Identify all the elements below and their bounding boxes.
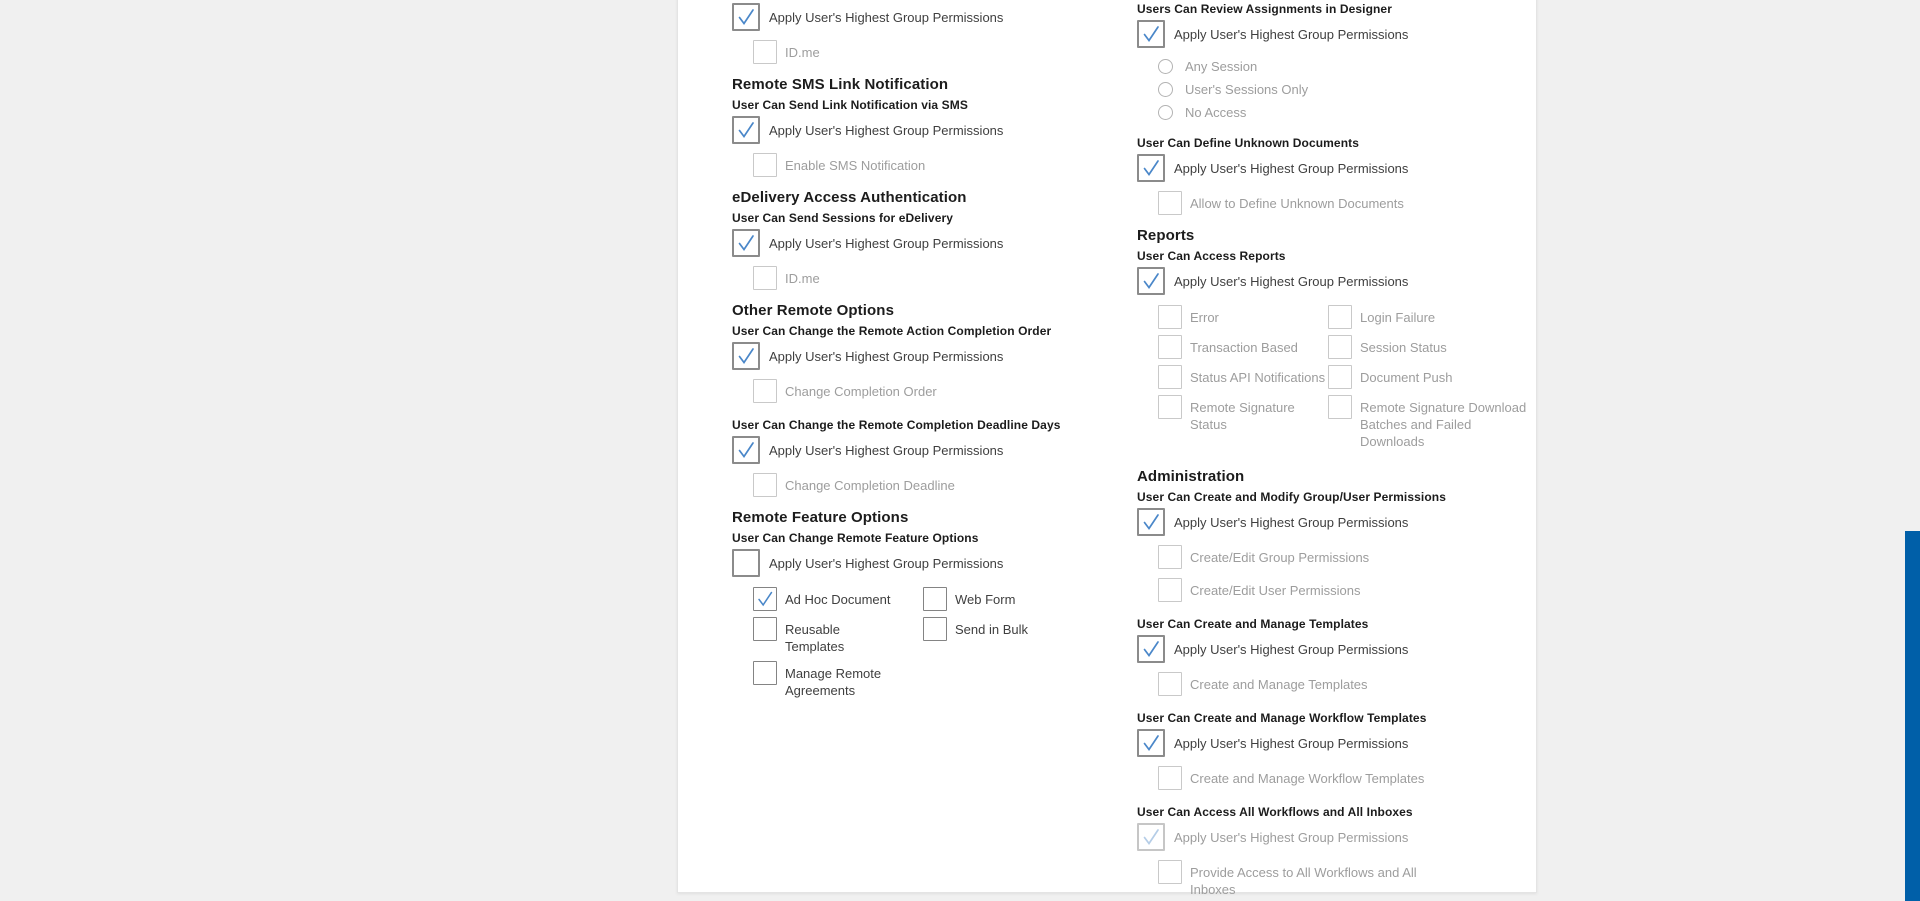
option-row <box>1158 766 1529 790</box>
checkbox-checked[interactable] <box>732 3 760 31</box>
checkbox-checked[interactable] <box>1137 635 1165 663</box>
checkbox-unchecked <box>1158 578 1182 602</box>
permissions-card <box>677 0 1537 897</box>
right-column <box>1137 2 1529 898</box>
checkmark-icon <box>734 231 758 255</box>
checkbox-checked[interactable] <box>732 436 760 464</box>
apply-permissions-label: Apply User's Highest Group Permissions <box>1174 161 1409 176</box>
checkbox-checked[interactable] <box>1137 267 1165 295</box>
option-label: Manage Remote Agreements <box>785 666 882 698</box>
option-label: Send in Bulk <box>955 622 1028 637</box>
apply-permissions-label: Apply User's Highest Group Permissions <box>1174 274 1409 289</box>
radio-option-row <box>1158 105 1529 121</box>
checkbox-checked[interactable] <box>1137 729 1165 757</box>
option-label: Change Completion Order <box>785 384 937 399</box>
radio-option-row <box>1158 82 1529 98</box>
option-row <box>1328 305 1529 329</box>
permission-subheading: User Can Access All Workflows and All Inboxes <box>1137 805 1413 819</box>
radio-label: Any Session <box>1185 59 1258 74</box>
option-row <box>753 153 1114 177</box>
permission-subheading: User Can Create and Modify Group/User Permissions <box>1137 490 1446 504</box>
option-label: Remote Signature Status <box>1190 400 1295 432</box>
checkmark-icon <box>1139 637 1163 661</box>
option-row <box>753 266 1114 290</box>
apply-permissions-row <box>732 436 1114 464</box>
option-row <box>753 40 1114 64</box>
option-row <box>753 473 1114 497</box>
option-label: Remote Signature Download Batches and Failed Downloads <box>1360 400 1527 449</box>
checkmark-icon <box>1139 731 1163 755</box>
checkbox-checked[interactable] <box>1137 508 1165 536</box>
option-label: Transaction Based <box>1190 340 1298 355</box>
permission-subheading: User Can Send Link Notification via SMS <box>732 98 968 112</box>
checkbox-unchecked <box>1328 365 1352 389</box>
option-row <box>1158 578 1529 602</box>
apply-permissions-label: Apply User's Highest Group Permissions <box>769 236 1004 251</box>
option-label: Error <box>1190 310 1219 325</box>
checkmark-icon <box>734 344 758 368</box>
option-label: ID.me <box>785 271 820 286</box>
checkbox-unchecked[interactable] <box>732 549 760 577</box>
checkbox-unchecked <box>1328 335 1352 359</box>
option-label: Create and Manage Workflow Templates <box>1190 771 1425 786</box>
option-label: Status API Notifications <box>1190 370 1326 385</box>
grid-column <box>753 587 923 705</box>
apply-permissions-label: Apply User's Highest Group Permissions <box>769 123 1004 138</box>
checkbox-unchecked <box>1158 672 1182 696</box>
apply-permissions-row <box>732 116 1114 144</box>
checkbox-unchecked <box>1158 365 1182 389</box>
checkbox-checked[interactable] <box>732 116 760 144</box>
option-row <box>1158 305 1328 329</box>
permission-subheading: User Can Change Remote Feature Options <box>732 531 979 545</box>
apply-permissions-label: Apply User's Highest Group Permissions <box>769 10 1004 25</box>
checkbox-unchecked <box>1158 545 1182 569</box>
checkbox-unchecked <box>1158 860 1182 884</box>
option-row <box>753 617 923 655</box>
apply-permissions-row <box>1137 729 1529 757</box>
apply-permissions-row <box>1137 154 1529 182</box>
option-row <box>753 379 1114 403</box>
checkbox-unchecked[interactable] <box>923 587 947 611</box>
grid-column <box>923 587 1114 705</box>
checkmark-icon <box>734 5 758 29</box>
option-row <box>923 587 1114 611</box>
checkbox-unchecked <box>1158 305 1182 329</box>
option-row <box>753 661 923 699</box>
checkmark-icon <box>734 118 758 142</box>
checkmark-icon <box>1139 269 1163 293</box>
option-label: Login Failure <box>1360 310 1436 325</box>
apply-permissions-label: Apply User's Highest Group Permissions <box>1174 27 1409 42</box>
section-heading: Other Remote Options <box>732 302 895 319</box>
options-grid <box>753 587 1114 705</box>
checkbox-unchecked <box>753 379 777 403</box>
checkbox-unchecked <box>1328 305 1352 329</box>
option-label: Enable SMS Notification <box>785 158 926 173</box>
apply-permissions-row <box>1137 508 1529 536</box>
option-label: Ad Hoc Document <box>785 592 891 607</box>
option-label: Create and Manage Templates <box>1190 677 1368 692</box>
option-row <box>1158 191 1529 215</box>
radio-button <box>1158 59 1173 74</box>
apply-permissions-label: Apply User's Highest Group Permissions <box>1174 736 1409 751</box>
section-heading: Remote SMS Link Notification <box>732 76 949 93</box>
permission-subheading: User Can Create and Manage Workflow Templates <box>1137 711 1427 725</box>
option-row <box>1158 365 1328 389</box>
apply-permissions-row <box>732 229 1114 257</box>
apply-permissions-label: Apply User's Highest Group Permissions <box>1174 830 1409 845</box>
permission-subheading: User Can Change the Remote Completion Deadline Days <box>732 418 1061 432</box>
checkmark-icon <box>1139 22 1163 46</box>
permission-subheading: User Can Create and Manage Templates <box>1137 617 1369 631</box>
checkbox-unchecked <box>753 40 777 64</box>
checkmark-icon <box>1139 510 1163 534</box>
apply-permissions-label: Apply User's Highest Group Permissions <box>1174 515 1409 530</box>
section-heading: Remote Feature Options <box>732 509 909 526</box>
permission-subheading: User Can Define Unknown Documents <box>1137 136 1360 150</box>
checkmark-icon <box>1139 825 1163 849</box>
permission-subheading: User Can Send Sessions for eDelivery <box>732 211 954 225</box>
option-row <box>1158 860 1529 898</box>
option-row <box>1328 365 1529 389</box>
apply-permissions-row <box>1137 823 1529 851</box>
checkmark-icon <box>734 438 758 462</box>
left-column <box>732 3 1114 705</box>
checkbox-unchecked[interactable] <box>753 661 777 685</box>
option-row <box>753 587 923 611</box>
radio-button <box>1158 82 1173 97</box>
option-label: Change Completion Deadline <box>785 478 955 493</box>
grid-column <box>1158 305 1328 456</box>
checkbox-unchecked <box>753 473 777 497</box>
permission-subheading: User Can Change the Remote Action Completion Order <box>732 324 1052 338</box>
section-heading: Administration <box>1137 468 1245 485</box>
radio-button <box>1158 105 1173 120</box>
scrollbar-thumb[interactable] <box>1905 531 1920 901</box>
apply-permissions-row <box>732 342 1114 370</box>
apply-permissions-label: Apply User's Highest Group Permissions <box>769 349 1004 364</box>
apply-permissions-row <box>732 3 1114 31</box>
option-row <box>1158 395 1328 433</box>
checkbox-unchecked <box>1158 766 1182 790</box>
checkbox-checked[interactable] <box>753 587 777 611</box>
section-heading: eDelivery Access Authentication <box>732 189 967 206</box>
apply-permissions-row <box>1137 267 1529 295</box>
checkbox-unchecked[interactable] <box>753 617 777 641</box>
option-label: Document Push <box>1360 370 1453 385</box>
apply-permissions-row <box>1137 635 1529 663</box>
checkbox-checked[interactable] <box>1137 154 1165 182</box>
radio-label: User's Sessions Only <box>1185 82 1309 97</box>
option-label: Reusable Templates <box>785 622 845 654</box>
checkbox-unchecked <box>1328 395 1352 419</box>
checkbox-unchecked[interactable] <box>923 617 947 641</box>
option-row <box>923 617 1114 641</box>
radio-label: No Access <box>1185 105 1247 120</box>
checkbox-unchecked <box>1158 395 1182 419</box>
checkbox-checked[interactable] <box>1137 20 1165 48</box>
checkbox-checked <box>1137 823 1165 851</box>
option-label: ID.me <box>785 45 820 60</box>
apply-permissions-row <box>1137 20 1529 48</box>
option-row <box>1328 335 1529 359</box>
option-row <box>1158 335 1328 359</box>
radio-option-row <box>1158 59 1529 75</box>
checkbox-unchecked <box>1158 191 1182 215</box>
option-label: Allow to Define Unknown Documents <box>1190 196 1404 211</box>
option-label: Create/Edit User Permissions <box>1190 583 1361 598</box>
permission-subheading: User Can Access Reports <box>1137 249 1286 263</box>
checkbox-unchecked <box>1158 335 1182 359</box>
option-label: Web Form <box>955 592 1016 607</box>
apply-permissions-row <box>732 549 1114 577</box>
checkbox-checked[interactable] <box>732 229 760 257</box>
option-label: Create/Edit Group Permissions <box>1190 550 1370 565</box>
checkbox-unchecked <box>753 153 777 177</box>
options-grid <box>1158 305 1529 456</box>
section-heading: Reports <box>1137 227 1195 244</box>
option-row <box>1328 395 1529 450</box>
checkbox-checked[interactable] <box>732 342 760 370</box>
option-label: Provide Access to All Workflows and All Inboxes <box>1190 865 1417 897</box>
apply-permissions-label: Apply User's Highest Group Permissions <box>769 556 1004 571</box>
grid-column <box>1328 305 1529 456</box>
option-row <box>1158 672 1529 696</box>
checkmark-icon <box>754 588 776 610</box>
checkmark-icon <box>1139 156 1163 180</box>
option-label: Session Status <box>1360 340 1447 355</box>
option-row <box>1158 545 1529 569</box>
apply-permissions-label: Apply User's Highest Group Permissions <box>1174 642 1409 657</box>
permission-subheading: Users Can Review Assignments in Designer <box>1137 2 1392 16</box>
apply-permissions-label: Apply User's Highest Group Permissions <box>769 443 1004 458</box>
checkbox-unchecked <box>753 266 777 290</box>
